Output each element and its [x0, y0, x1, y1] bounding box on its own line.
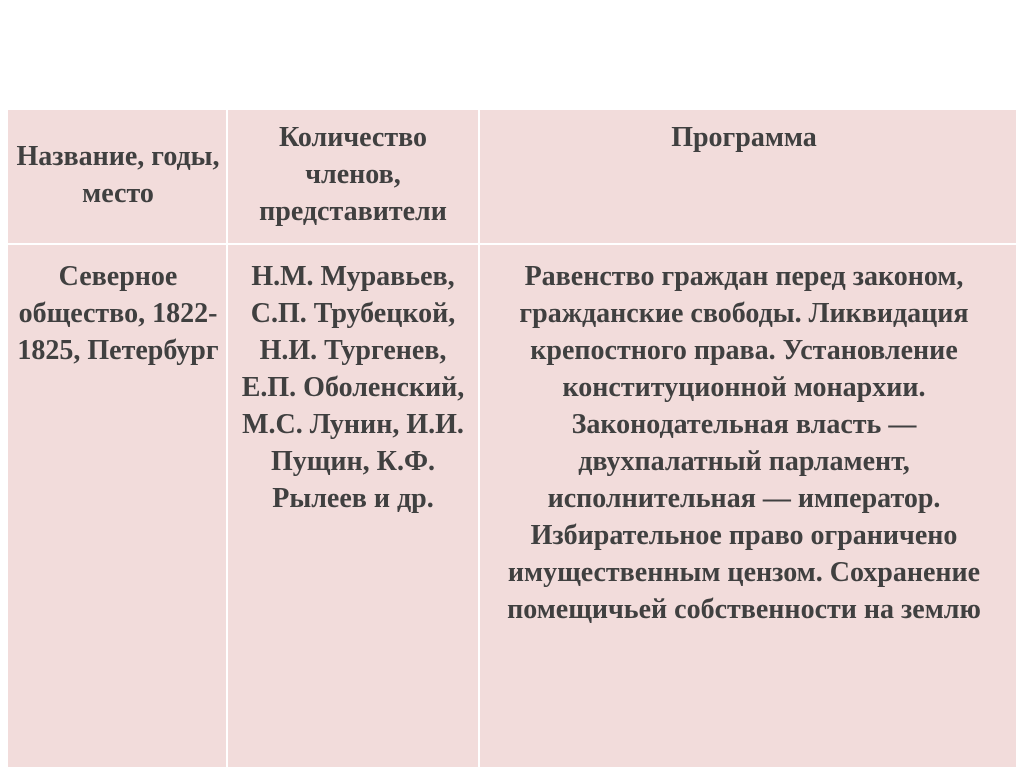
- header-row-divider: [8, 243, 1016, 245]
- column-divider-1: [226, 110, 228, 767]
- decembrist-societies-table: [8, 110, 1016, 767]
- row-program: Равенство граждан перед законом, гражданские свободы. Ликвидация крепостного права. Установление конституционной монархии. Законодательная власть — двухпалатный парламент, исполнительная — император. Избирательное право ограничено имущественным цензом. Сохранение помещичьей собственности на землю: [507, 261, 981, 625]
- header-program: Программа: [671, 122, 817, 153]
- column-divider-2: [478, 110, 480, 767]
- row-name-years-place: Северное общество, 1822-1825, Петербург: [17, 261, 219, 366]
- header-members: Количество членов, представители: [259, 122, 447, 227]
- header-name-years-place: Название, годы, место: [16, 141, 220, 209]
- row-members: Н.М. Муравьев, С.П. Трубецкой, Н.И. Тургенев, Е.П. Оболенский, М.С. Лунин, И.И. Пущин, К.Ф. Рылеев и др.: [241, 261, 465, 514]
